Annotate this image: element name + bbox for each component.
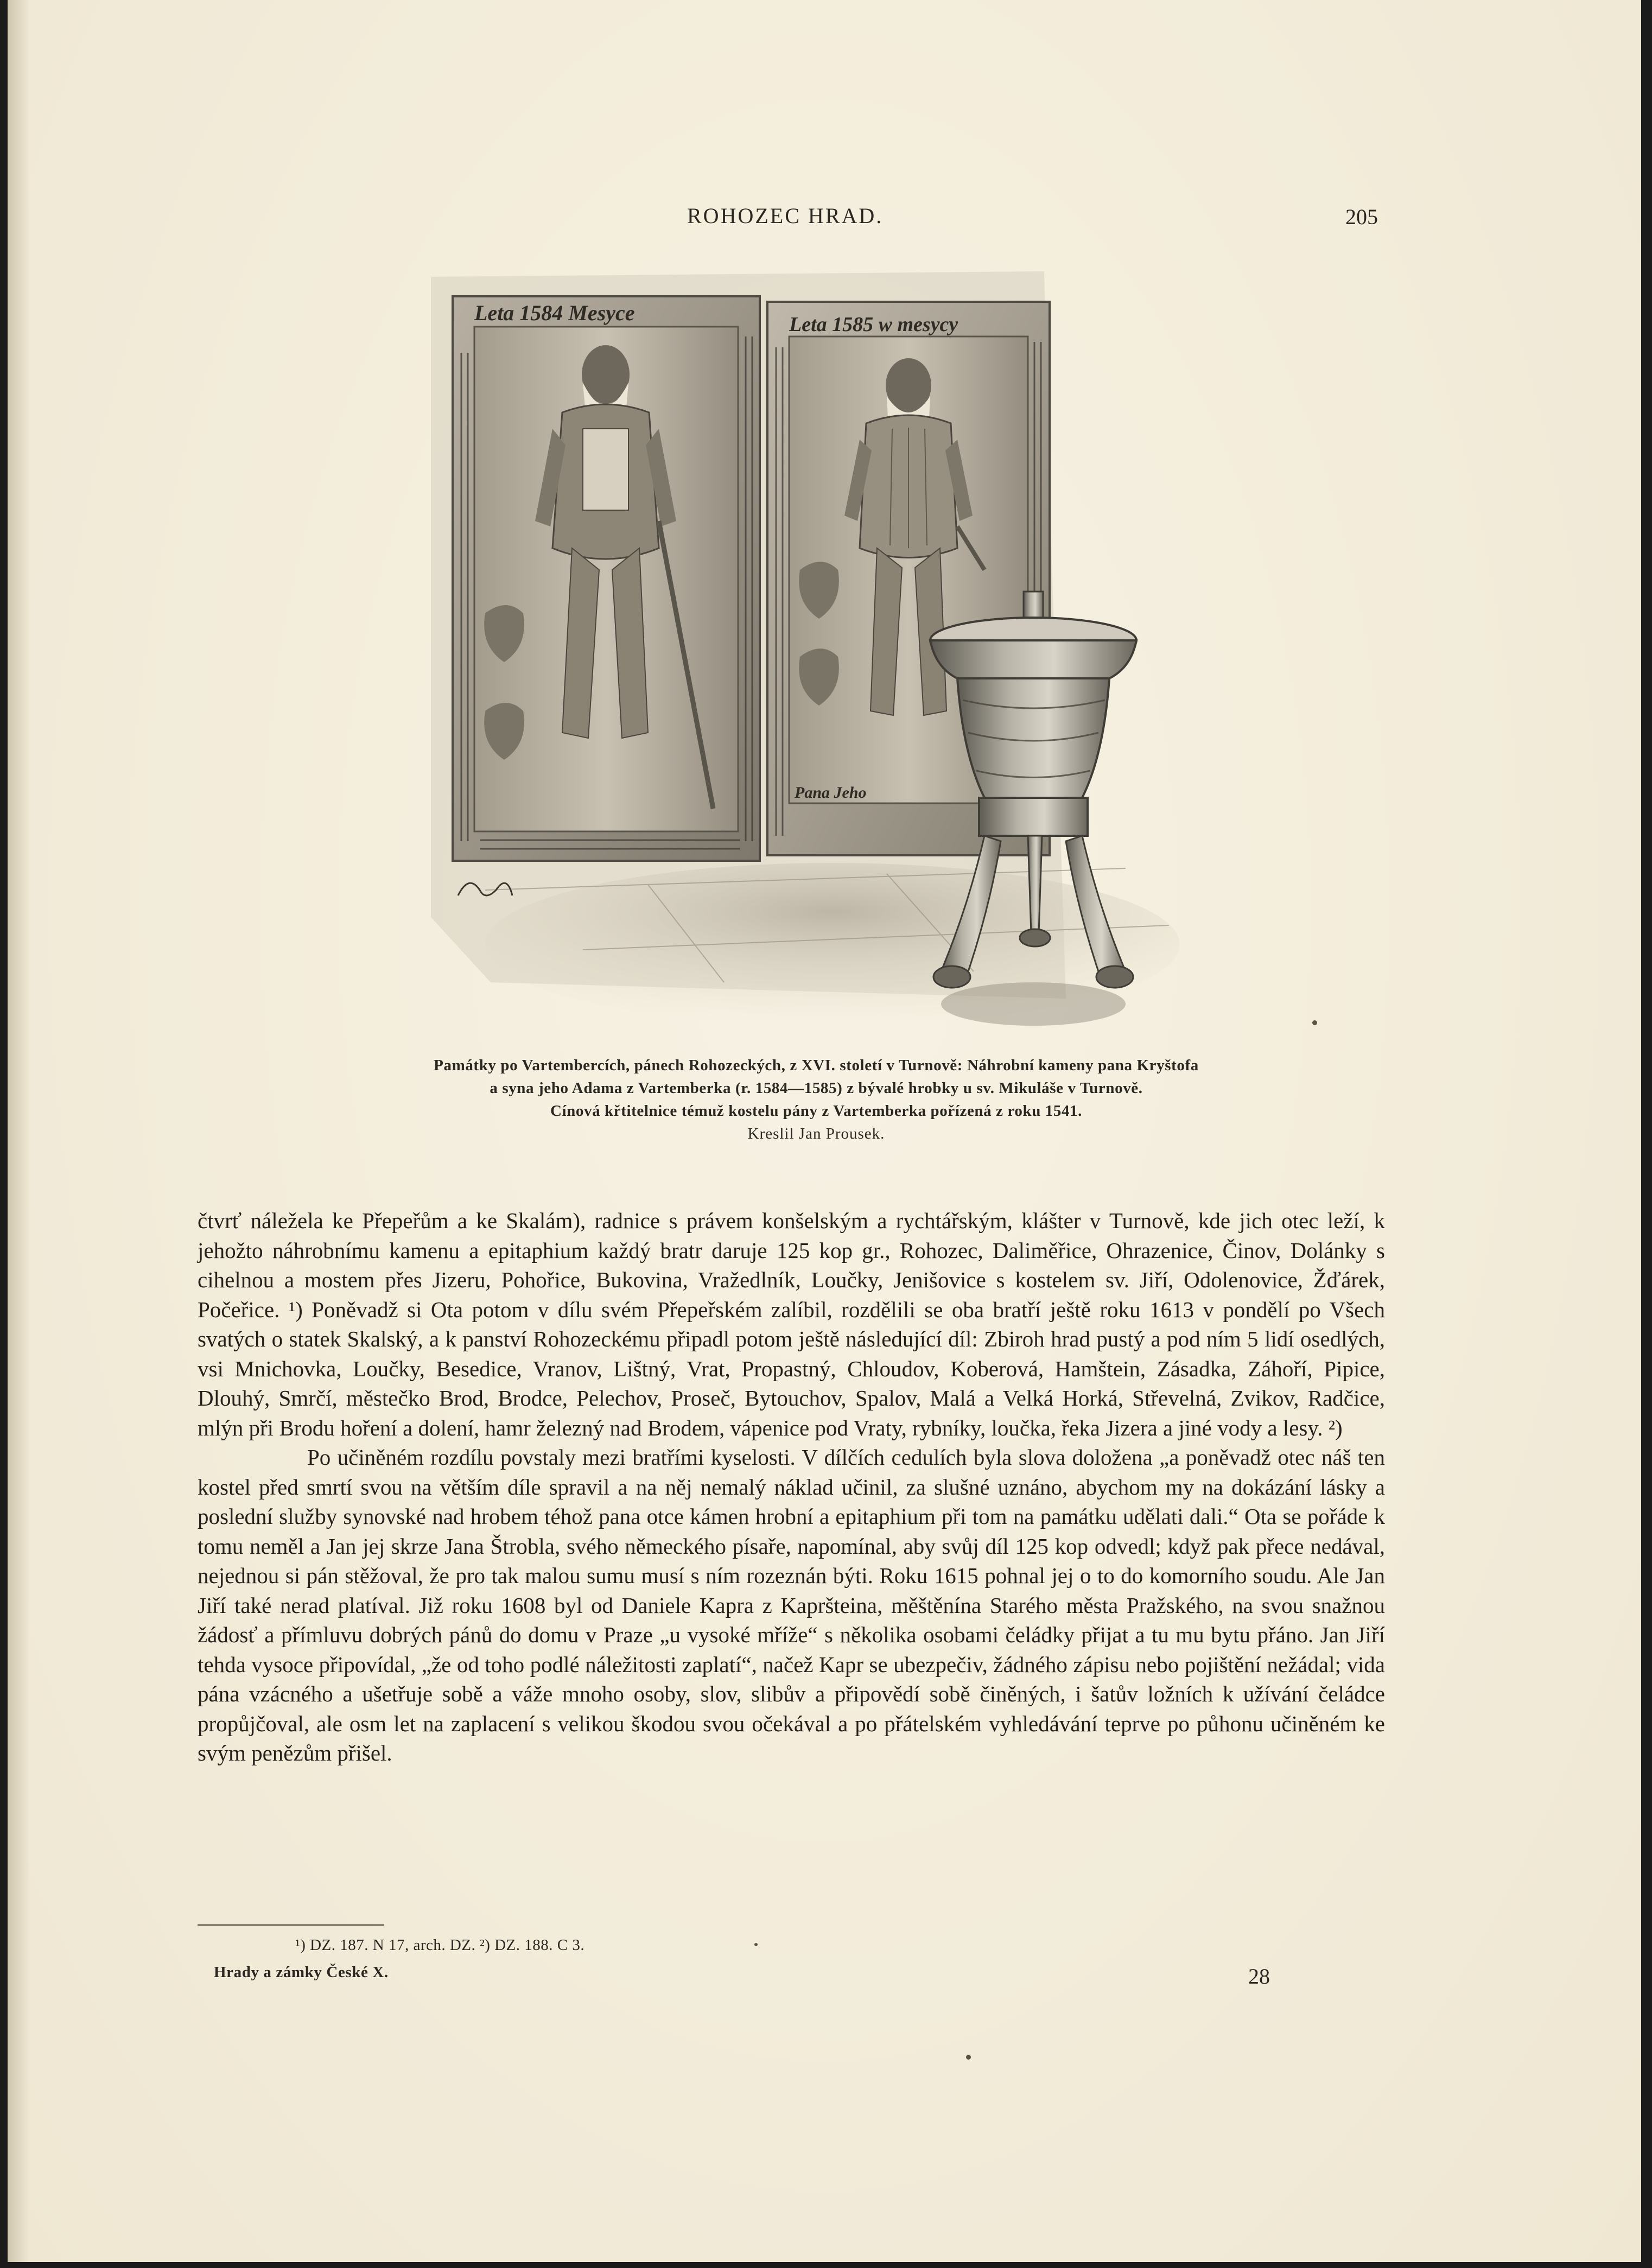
printer-signature: Hrady a zámky České X. [214,1964,389,1981]
figure-caption [257,1054,1375,1145]
tombstone-left [453,296,760,861]
caption-line: a syna jeho Adama z Vartemberka (r. 1584—1585) z bývalé hrobky u sv. Mikuláše v Turnově. [490,1079,1143,1097]
page-binding-shadow [8,0,29,2262]
paragraph: Po učiněném rozdílu povstaly mezi bratřími kyselosti. V dílčích cedulích byla slova doložena „a poněvadž otec náš ten kostel před smrtí svou na větším díle spravil a na něj nemalý náklad učinil, za slušné uznáno, abychom my na dokázání lásky a poslední služby synovské nad hrobem téhož pana otce kámen hrobní a epitaphium při tom na památku udělati dali.“ Ota se pořáde k tomu neměl a Jan jej skrze Jana Štrobla, svého německého písaře, napomínal, aby svůj díl 125 kop odvedl; když pak přece nedával, nejednou si pán stěžoval, že pro tak malou sumu musí s ním rozeznán býti. Roku 1615 pohnal jej o to do komorního soudu. Ale Jan Jiří také nerad platíval. Již roku 1608 byl od Daniele Kapra z Kapršteina, měštěnína Starého města Pražského, na svou snažnou žádosť a přímluvu dobrých pánů do domu v Praze „u vysoké mříže“ s několika osobami čeládky přijat a tu mu bytu přáno. Jan Jiří tehda vysoce připovídal, „že od toho podlé náležitosti zaplatí“, načež Kapr se ubezpečiv, žádného zápisu nebo pojištění nežádal; vida pána vzácného a ušetřuje sobě a váže mnoho osoby, slov, slibův a připovědí sobě činěných, i šatův ložních k užívání čeládce propůjčoval, ale osm let na zaplacení s velikou škodou svou očekával a po přátelském vyhledávání teprve po půhonu učiněném ke svým penězům přišel. [198,1445,1385,1765]
engraving-illustration [420,266,1202,1058]
paragraph: čtvrť náležela ke Přepeřům a ke Skalám), radnice s právem konšelským a rychtářským, klášter v Turnově, kde jich otec leží, k jehožto náhrobnímu kamenu a epitaphium každý bratr daruje 125 kop gr., Rohozec, Daliměřice, Ohrazenice, Činov, Dolánky s cihelnou a mostem přes Jizeru, Pohořice, Bukovina, Vražedlník, Loučky, Jenišovice s kostelem sv. Jiří, Odolenovice, Žďárek, Počeřice. ¹) Poněvadž si Ota potom v dílu svém Přepeřském zalíbil, rozdělili se oba bratří ještě roku 1613 v pondělí po Všech svatých o statek Skalský, a k panství Rohozeckému připadl potom ještě následující díl: Zbiroh hrad pustý a pod ním 5 lidí osedlých, vsi Mnichovka, Loučky, Besedice, Vranov, Lištný, Vrat, Propastný, Chloudov, Koberová, Hamštein, Zásadka, Záhoří, Pipice, Dlouhý, Smrčí, městečko Brod, Brodce, Pelechov, Proseč, Bytouchov, Spalov, Malá a Velká Horká, Střevelná, Zvikov, Radčice, mlýn při Brodu hoření a dolení, hamr železný nad Brodem, vápenice pod Vraty, rybníky, loučka, řeka Jizera a jiné vody a lesy. ²) [198,1208,1385,1440]
signature-number: 28 [1248,1964,1270,1989]
body-text [198,1206,1385,1768]
book-page [8,0,1641,2262]
paper-speck [966,2055,971,2060]
footnote-divider [198,1924,384,1926]
right-tomb-inscription: Leta 1585 w mesycy [789,313,958,336]
paper-speck [754,1943,758,1946]
left-tomb-inscription: Leta 1584 Mesyce [474,301,635,325]
running-title: ROHOZEC HRAD. [687,204,884,228]
page-number: 205 [1345,205,1378,229]
footnotes: ¹) DZ. 187. N 17, arch. DZ. ²) DZ. 188. C 3. [295,1936,585,1954]
running-head [8,203,1641,236]
right-tomb-bottom-inscription: Pana Jeho [795,784,867,802]
tombstones-and-font-drawing [420,266,1202,1058]
caption-line: Památky po Vartembercích, pánech Rohozeckých, z XVI. století v Turnově: Náhrobní kameny pana Kryštofa [434,1057,1199,1074]
paper-speck [1312,1020,1317,1025]
caption-line: Cínová křtitelnice témuž kostelu pány z Vartemberka pořízená z roku 1541. [550,1102,1083,1120]
caption-credit: Kreslil Jan Prousek. [747,1125,885,1142]
